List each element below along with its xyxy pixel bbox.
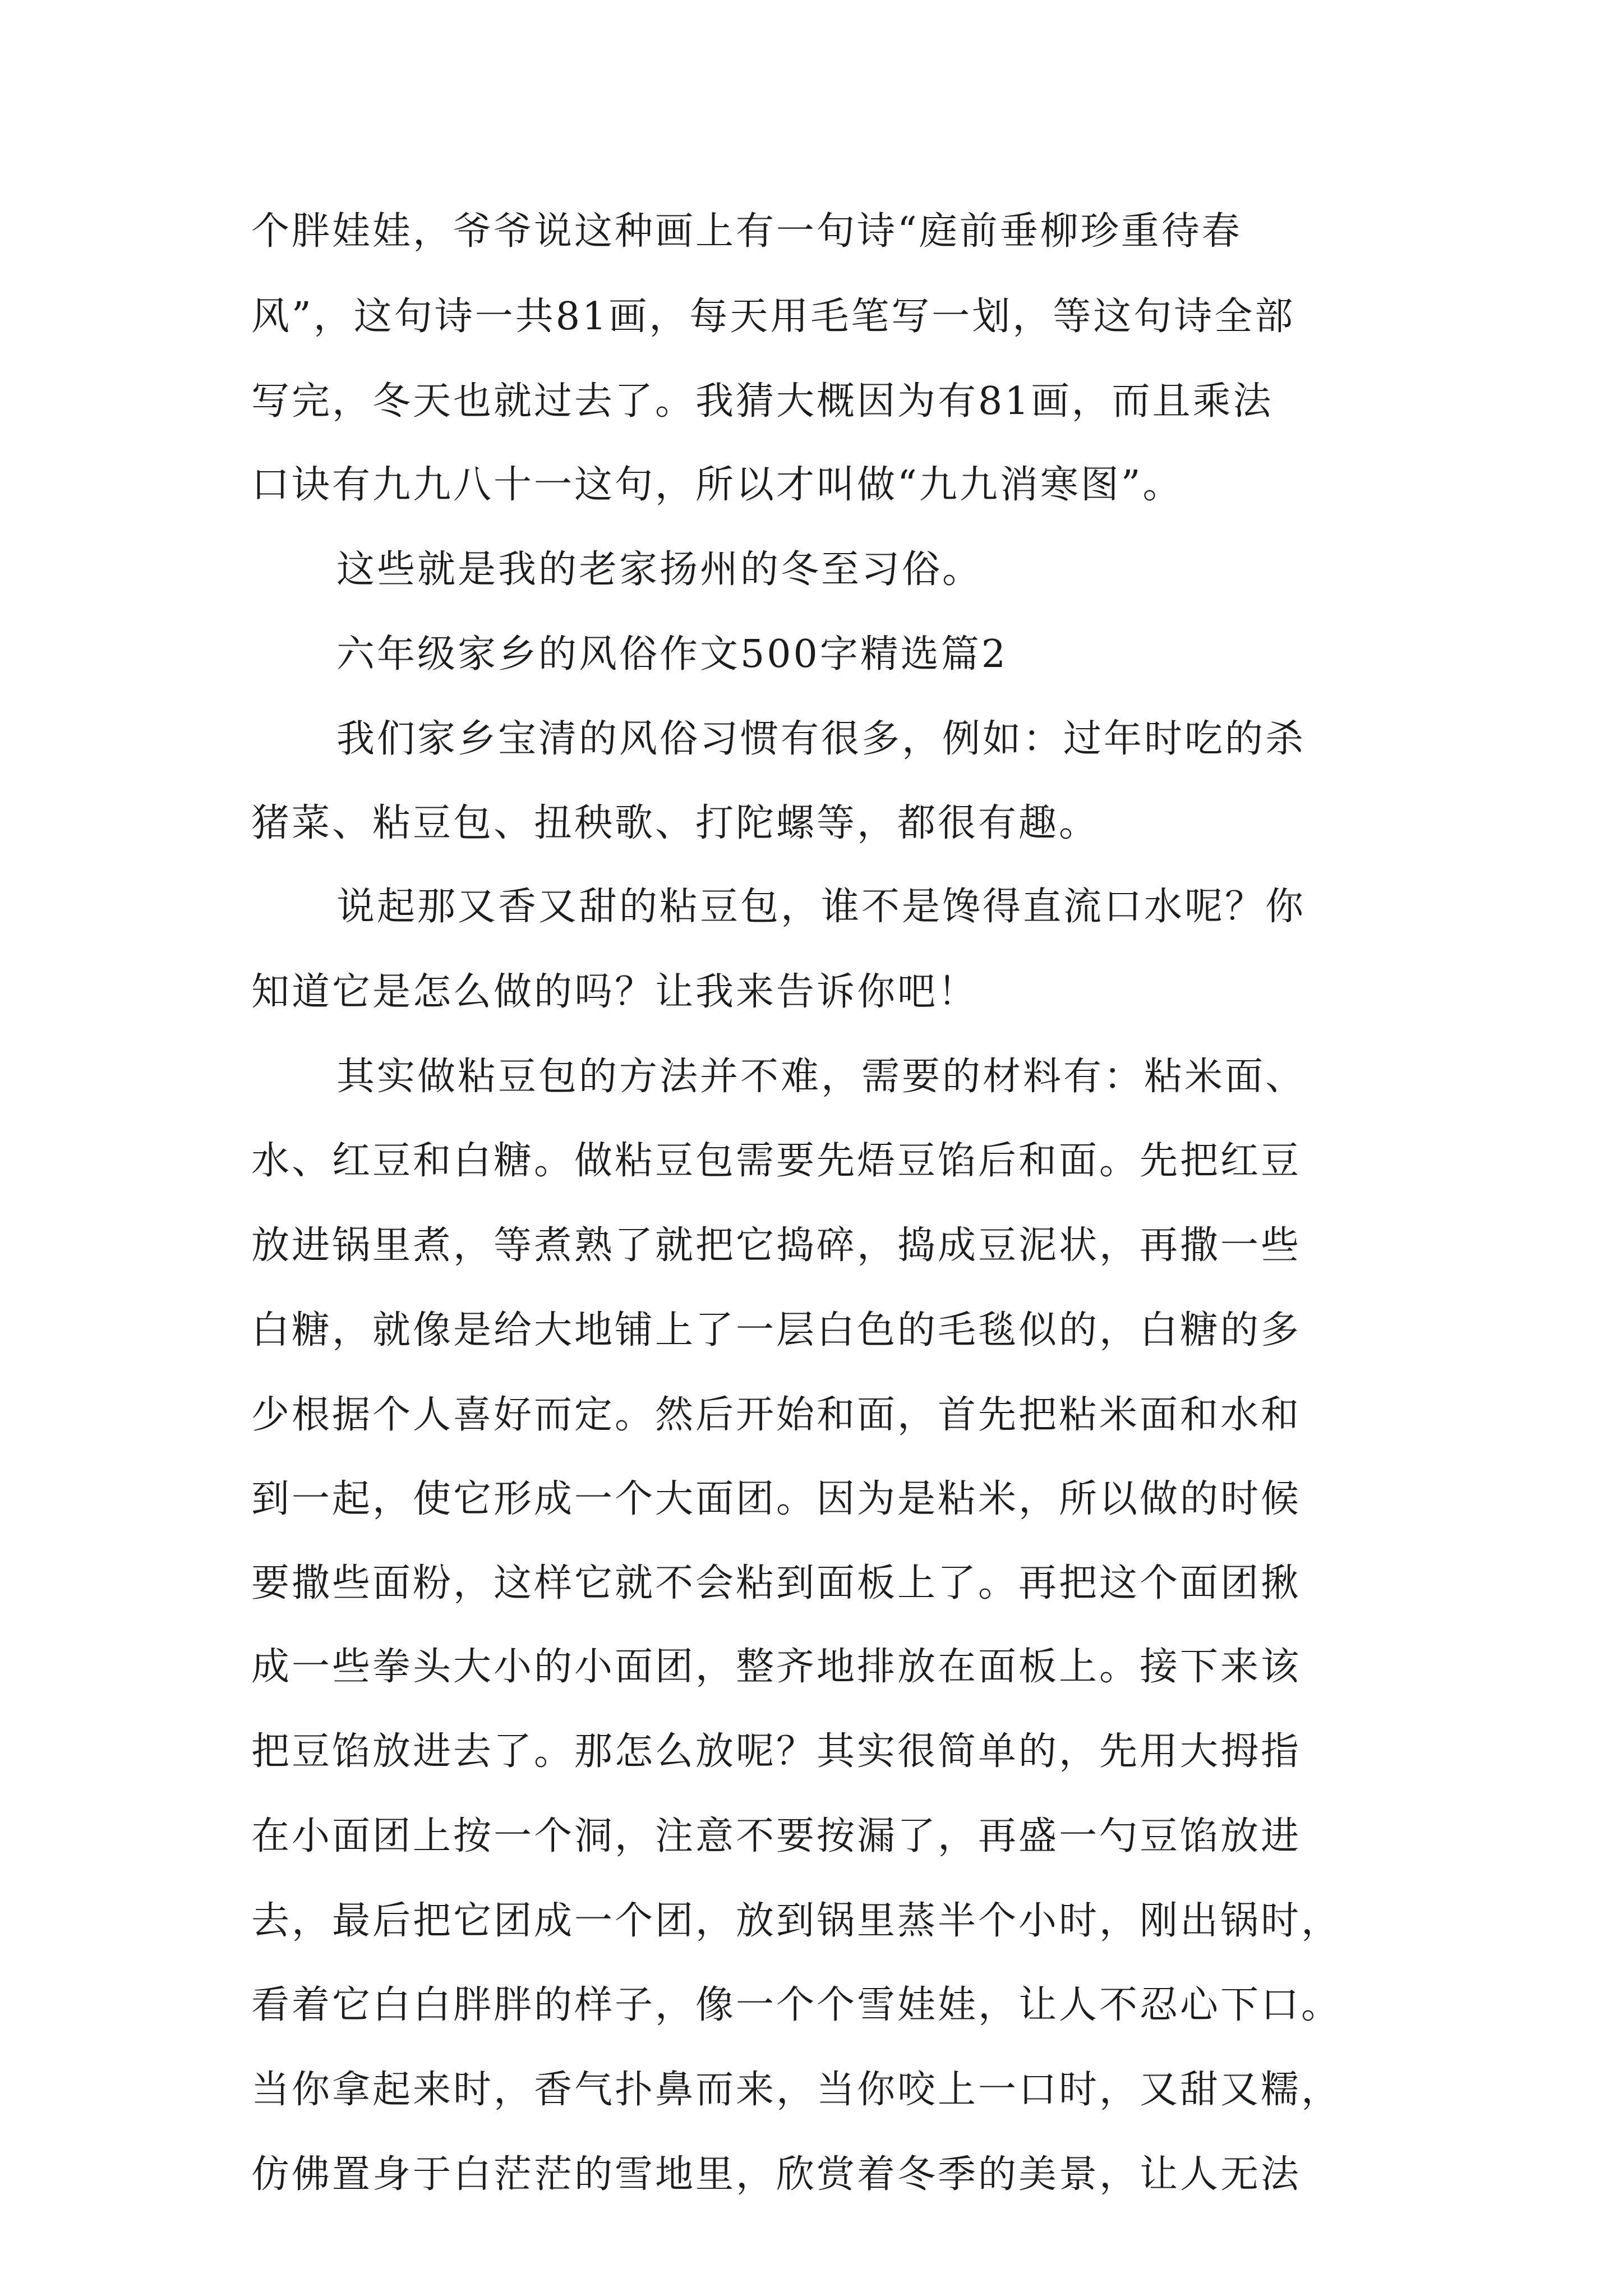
text-line-14: 白糖，就像是给大地铺上了一层白色的毛毯似的，白糖的多 — [251, 1308, 1302, 1352]
text-line-19: 把豆馅放进去了。那怎么放呢？其实很简单的，先用大拇指 — [251, 1729, 1302, 1774]
text-line-2: 风”，这句诗一共81画，每天用毛笔写一划，等这句诗全部 — [251, 295, 1295, 339]
text-line-17: 要撒些面粉，这样它就不会粘到面板上了。再把这个面团揪 — [251, 1561, 1302, 1605]
text-line-5: 这些就是我的老家扬州的冬至习俗。 — [336, 547, 983, 592]
text-line-13: 放进锅里煮，等煮熟了就把它捣碎，捣成豆泥状，再撒一些 — [251, 1223, 1302, 1268]
text-line-24: 仿佛置身于白茫茫的雪地里，欣赏着冬季的美景，让人无法 — [251, 2152, 1302, 2197]
text-line-11: 其实做粘豆包的方法并不难，需要的材料有：粘米面、 — [336, 1055, 1306, 1099]
text-line-16: 到一起，使它形成一个大面团。因为是粘米，所以做的时候 — [251, 1477, 1302, 1521]
text-line-23: 当你拿起来时，香气扑鼻而来，当你咬上一口时，又甜又糯， — [251, 2068, 1342, 2112]
text-line-10: 知道它是怎么做的吗？让我来告诉你吧！ — [251, 970, 979, 1014]
text-line-21: 去，最后把它团成一个团，放到锅里蒸半个小时，刚出锅时， — [251, 1899, 1342, 1943]
section-heading: 六年级家乡的风俗作文500字精选篇2 — [336, 632, 1008, 677]
text-line-15: 少根据个人喜好而定。然后开始和面，首先把粘米面和水和 — [251, 1393, 1302, 1437]
text-line-8: 猪菜、粘豆包、扭秧歌、打陀螺等，都很有趣。 — [251, 801, 1100, 845]
text-line-20: 在小面团上按一个洞，注意不要按漏了，再盛一勺豆馅放进 — [251, 1814, 1302, 1858]
text-line-4: 口诀有九九八十一这句，所以才叫做“九九消寒图”。 — [251, 463, 1183, 507]
text-line-9: 说起那又香又甜的粘豆包，谁不是馋得直流口水呢？你 — [336, 885, 1306, 929]
text-line-12: 水、红豆和白糖。做粘豆包需要先焐豆馅后和面。先把红豆 — [251, 1139, 1302, 1183]
text-line-3: 写完，冬天也就过去了。我猜大概因为有81画，而且乘法 — [251, 379, 1274, 424]
text-line-18: 成一些拳头大小的小面团，整齐地排放在面板上。接下来该 — [251, 1645, 1302, 1689]
text-line-7: 我们家乡宝清的风俗习惯有很多，例如：过年时吃的杀 — [336, 717, 1306, 761]
text-line-1: 个胖娃娃，爷爷说这种画上有一句诗“庭前垂柳珍重待春 — [251, 209, 1242, 254]
text-line-22: 看着它白白胖胖的样子，像一个个雪娃娃，让人不忍心下口。 — [251, 1983, 1342, 2027]
